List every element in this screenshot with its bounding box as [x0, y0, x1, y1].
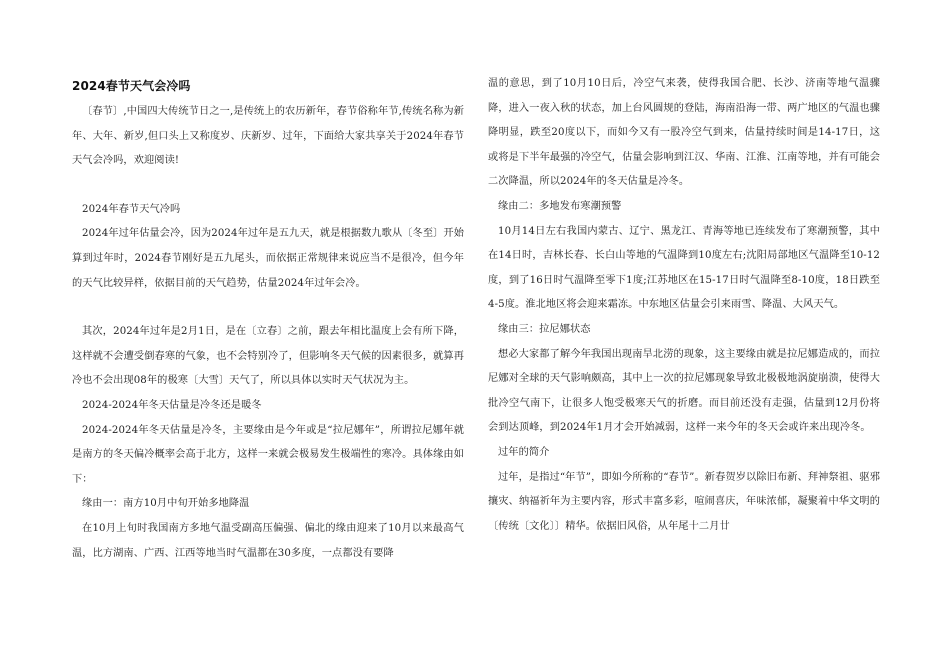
section-heading-intro: 过年的简介	[498, 446, 550, 458]
reason-one-paragraph-continued: 温的意思，到了10月10日后，冷空气来袭，使得我国合肥、长沙、济南等地气温骤降，进入一夜入秋的状态，加上台风圆规的登陆，海南沿海一带、两广地区的气温也骤降明显，跌至20度以下，而如今又有一股冷空气到来，估量持续时间是14-17日，这或将是下半年最强的冷空气，估量会影响到江汉、华南、江淮、江南等地，并有可能会二次降温，所以2024年的冬天估量是冷冬。	[488, 78, 880, 188]
paragraph-intro: 过年，是指过“年节”，即如今所称的“春节”。新春贺岁以除旧布新、拜神祭祖、驱邪攘灾、纳福祈年为主要内容，形式丰富多彩，喧闹喜庆，年味浓郁，凝聚着中华文明的〔传统〔文化〕〕精华。依据旧风俗，从年尾十二月廿	[488, 471, 880, 532]
reason-three-heading: 缘由三：拉尼娜状态	[498, 323, 591, 335]
reason-two-heading: 缘由二：多地发布寒潮预警	[498, 200, 622, 212]
intro-paragraph: 〔春节〕,中国四大传统节日之一,是传统上的农历新年，春节俗称年节,传统名称为新年、大年、新岁,但口头上又称度岁、庆新岁、过年，下面给大家共享关于2024年春节天气会冷吗，欢迎阅读!	[72, 106, 464, 167]
paragraph-weather-cold: 2024年过年估量会冷，因为2024年过年是五九天，就是根据数九歌从〔冬至〕开始算到过年时，2024春节刚好是五九尾头，而依据正常规律来说应当不是很冷，但今年的天气比较异样，依据目前的天气趋势，估量2024年过年会冷。	[72, 228, 464, 289]
reason-two-paragraph: 10月14日左右我国内蒙古、辽宁、黑龙江、青海等地已连续发布了寒潮预警，其中在14日时，吉林长春、长白山等地的气温降到10度左右;沈阳局部地区气温降至10-12度，到了16日时气温降至零下1度;江苏地区在15-17日时气温降至8-10度，18日跌至4-5度。淮北地区将会迎来霜冻。中东地区估量会引来雨雪、降温、大风天气。	[488, 225, 880, 311]
document-title: 2024春节天气会冷吗	[72, 79, 191, 93]
paragraph-winter: 2024-2024年冬天估量是冷冬，主要缘由是今年或是“拉尼娜年”，所谓拉尼娜年就是南方的冬天偏冷概率会高于北方，这样一来就会极易发生极端性的寒冷。具体缘由如下：	[72, 424, 464, 485]
right-column	[488, 72, 880, 539]
paragraph-second: 其次，2024年过年是2月1日，是在〔立春〕之前，跟去年相比温度上会有所下降，这样就不会遭受倒春寒的气象，也不会特别冷了，但影响冬天气候的因素很多，就算再冷也不会出现08年的极寒〔大雪〕天气了，所以具体以实时天气状况为主。	[72, 326, 464, 387]
section-heading-winter: 2024-2024年冬天估量是冷冬还是暖冬	[82, 399, 262, 411]
reason-one-paragraph: 在10月上旬时我国南方多地气温受副高压偏强、偏北的缘由迎来了10月以来最高气温，比方湖南、广西、江西等地当时气温都在30多度，一点都没有要降	[72, 522, 464, 559]
reason-one-heading: 缘由一：南方10月中旬开始多地降温	[82, 498, 250, 510]
reason-three-paragraph: 想必大家都了解今年我国出现南旱北涝的现象，这主要缘由就是拉尼娜造成的，而拉尼娜对全球的天气影响颇高，其中上一次的拉尼娜现象导致北极极地涡旋崩溃，使得大批冷空气南下，让很多人饱受极寒天气的折磨。而目前还没有走强，估量到12月份将会到达顶峰，到2024年1月才会开始减弱，这样一来今年的冬天会或许来出现冷冬。	[488, 348, 880, 434]
left-column	[72, 76, 464, 566]
section-heading-weather: 2024年春节天气冷吗	[82, 203, 181, 215]
